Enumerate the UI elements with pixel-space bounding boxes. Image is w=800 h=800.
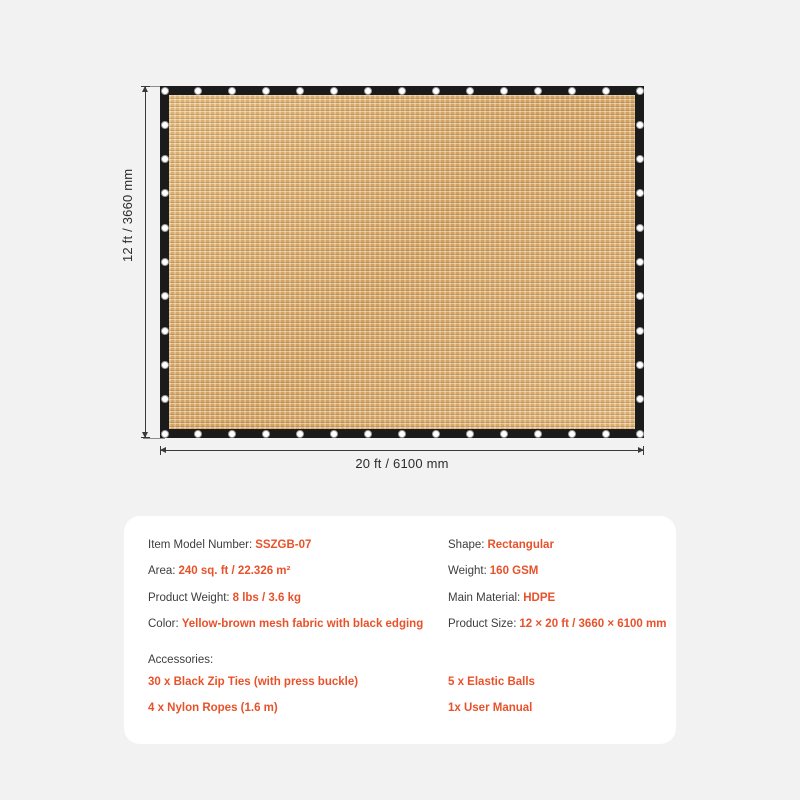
grommet-icon	[500, 87, 508, 95]
grommet-icon	[636, 430, 644, 438]
spec-key: Item Model Number:	[148, 539, 253, 551]
grommet-icon	[534, 430, 542, 438]
spec-area	[148, 564, 444, 578]
grommet-icon	[262, 87, 270, 95]
grommet-icon	[398, 87, 406, 95]
grommet-icon	[568, 430, 576, 438]
grommet-icon	[398, 430, 406, 438]
spec-value: Yellow-brown mesh fabric with black edging	[181, 618, 424, 631]
grommet-icon	[296, 87, 304, 95]
grommet-icon	[636, 361, 644, 369]
grommet-icon	[636, 189, 644, 197]
accessories-grid	[148, 676, 652, 714]
arrow-left-icon	[160, 447, 166, 453]
grommet-icon	[330, 430, 338, 438]
spec-product-size	[448, 617, 666, 631]
grommet-icon	[364, 430, 372, 438]
spec-shape	[448, 538, 666, 552]
grommet-icon	[228, 430, 236, 438]
spec-product-weight	[148, 591, 444, 605]
panel-mesh-fabric	[169, 95, 635, 429]
grommet-icon	[194, 87, 202, 95]
specification-grid	[148, 538, 667, 632]
grommet-icon	[602, 430, 610, 438]
spec-key: Product Weight:	[148, 591, 230, 604]
grommet-icon	[568, 87, 576, 95]
spec-item-model-number	[148, 538, 444, 552]
grommet-icon	[161, 292, 169, 300]
grommet-icon	[161, 258, 169, 266]
grommet-icon	[636, 155, 644, 163]
width-dimension-label: 20 ft / 6100 mm	[355, 456, 449, 471]
grommet-icon	[466, 87, 474, 95]
grommet-icon	[432, 87, 440, 95]
grommet-icon	[364, 87, 372, 95]
grommet-icon	[194, 430, 202, 438]
grommet-icon	[636, 327, 644, 335]
extension-line-bottom	[143, 438, 165, 439]
arrow-down-icon	[142, 432, 148, 438]
spec-value: 160 GSM	[489, 565, 539, 578]
grommet-icon	[636, 395, 644, 403]
spec-key: Main Material:	[448, 591, 521, 604]
spec-key: Area:	[148, 565, 176, 578]
accessory-zip-ties: 30 x Black Zip Ties (with press buckle)	[148, 675, 359, 688]
grommet-icon	[330, 87, 338, 95]
grommet-icon	[161, 361, 169, 369]
grommet-icon	[432, 430, 440, 438]
grommet-icon	[636, 258, 644, 266]
grommet-icon	[636, 224, 644, 232]
spec-value: 12 × 20 ft / 3660 × 6100 mm	[519, 618, 667, 631]
arrow-up-icon	[142, 86, 148, 92]
grommet-icon	[636, 292, 644, 300]
accessory-elastic-balls: 5 x Elastic Balls	[448, 675, 535, 688]
grommet-icon	[636, 121, 644, 129]
grommet-icon	[636, 87, 644, 95]
grommet-icon	[534, 87, 542, 95]
grommet-icon	[161, 87, 169, 95]
height-dimension-label: 12 ft / 3660 mm	[120, 168, 135, 262]
spec-value: 240 sq. ft / 22.326 m²	[178, 565, 291, 578]
grommet-icon	[161, 155, 169, 163]
height-dimension-line	[145, 86, 146, 438]
grommet-icon	[296, 430, 304, 438]
grommet-icon	[161, 395, 169, 403]
accessory-user-manual: 1x User Manual	[448, 701, 533, 714]
spec-value: 8 lbs / 3.6 kg	[232, 591, 302, 604]
grommet-icon	[161, 327, 169, 335]
grommet-icon	[500, 430, 508, 438]
grommet-icon	[161, 189, 169, 197]
grommet-icon	[228, 87, 236, 95]
shade-cloth-panel	[160, 86, 644, 438]
accessory-nylon-ropes: 4 x Nylon Ropes (1.6 m)	[148, 701, 278, 714]
accessories-title: Accessories:	[148, 653, 214, 666]
spec-key: Product Size:	[448, 618, 517, 631]
spec-value: HDPE	[523, 591, 556, 604]
grommet-icon	[161, 224, 169, 232]
specification-card	[124, 516, 676, 744]
spec-value: SSZGB-07	[255, 539, 312, 551]
spec-weight	[448, 564, 666, 578]
arrow-right-icon	[638, 447, 644, 453]
spec-key: Color:	[148, 618, 179, 631]
panel-black-edging	[160, 86, 644, 438]
grommet-icon	[602, 87, 610, 95]
spec-key: Shape:	[448, 539, 485, 551]
spec-main-material	[448, 591, 666, 605]
spec-color	[148, 617, 444, 631]
grommet-icon	[161, 430, 169, 438]
spec-key: Weight:	[448, 565, 487, 578]
grommet-icon	[262, 430, 270, 438]
width-dimension-line	[160, 450, 644, 451]
spec-value: Rectangular	[487, 539, 554, 551]
grommet-icon	[161, 121, 169, 129]
grommet-icon	[466, 430, 474, 438]
